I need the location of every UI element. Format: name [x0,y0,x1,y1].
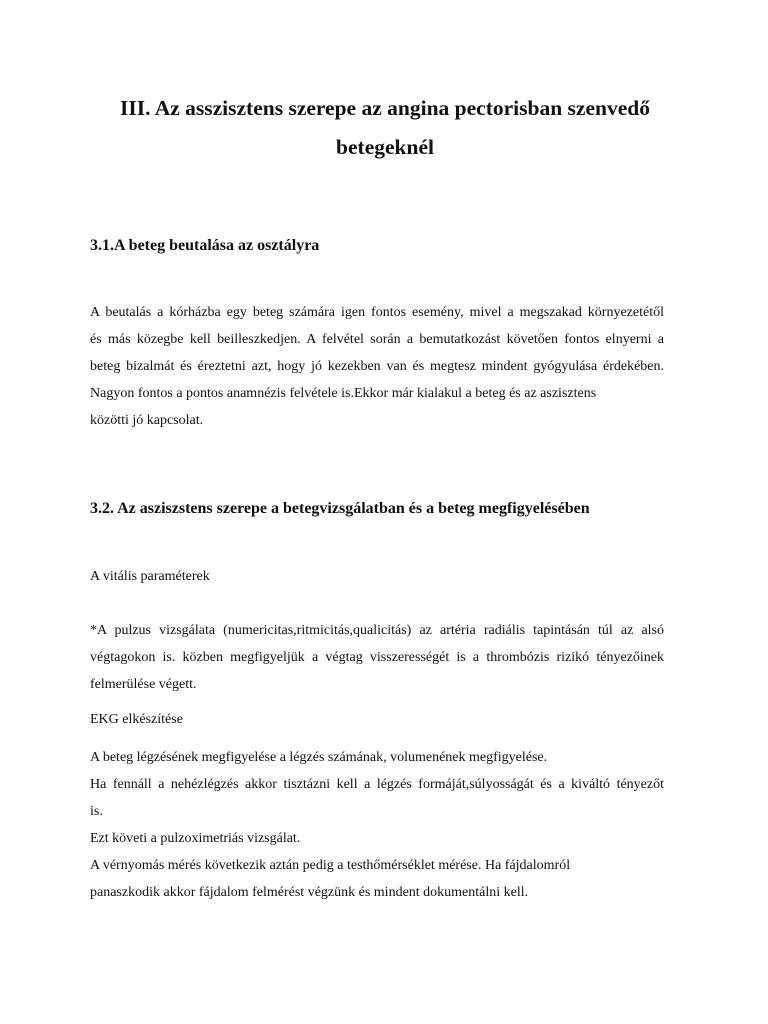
page-title-line-2: betegeknél [336,135,434,159]
page-title-line-1: III. Az asszisztens szerepe az angina pectorisban szenvedő [120,96,650,120]
ekg-label: EKG elkészítése [90,712,183,727]
breathing-paragraph-line: Ha fennáll a nehézlégzés akkor tisztázni kell a légzés formáját,súlyosságát és a kiváltó tényezőt [90,777,664,792]
section-2-heading: 3.2. Az asziszstens szerepe a betegvizsgálatban és a beteg megfigyelésében [90,500,590,517]
section-1-paragraph-line: közötti jó kapcsolat. [90,413,204,428]
pulse-paragraph-line: végtagokon is. közben megfigyeljük a végtag visszerességét is a thrombózis rizikó tényezőinek [90,650,664,665]
breathing-paragraph-line: Ezt követi a pulzoximetriás vizsgálat. [90,831,301,846]
breathing-paragraph-line: A beteg légzésének megfigyelése a légzés számának, volumenének megfigyelése. [90,750,548,765]
pulse-paragraph-line: *A pulzus vizsgálata (numericitas,ritmicitás,qualicitás) az artéria radiális tapintásán túl az alsó [90,623,664,638]
breathing-paragraph-line: panaszkodik akkor fájdalom felmérést végzünk és mindent dokumentálni kell. [90,885,529,900]
breathing-paragraph-line: is. [90,804,103,819]
breathing-paragraph-line: A vérnyomás mérés következik aztán pedig a testhőmérséklet mérése. Ha fájdalomról [90,858,571,873]
section-1-paragraph-line: A beutalás a kórházba egy beteg számára igen fontos esemény, mivel a megszakad környezetétől [90,305,664,320]
pulse-paragraph-line: felmerülése végett. [90,677,197,692]
section-1-paragraph-line: Nagyon fontos a pontos anamnézis felvétele is.Ekkor már kialakul a beteg és az aszisztens [90,386,597,401]
vitals-label: A vitális paraméterek [90,569,210,584]
section-1-paragraph-line: beteg bizalmát és éreztetni azt, hogy jó kezekben van és megtesz mindent gyógyulása érdekében. [90,359,664,374]
section-1-heading: 3.1.A beteg beutalása az osztályra [90,237,320,254]
section-1-paragraph-line: és más közegbe kell beilleszkedjen. A felvétel során a bemutatkozást követően fontos elnyerni a [90,332,664,347]
